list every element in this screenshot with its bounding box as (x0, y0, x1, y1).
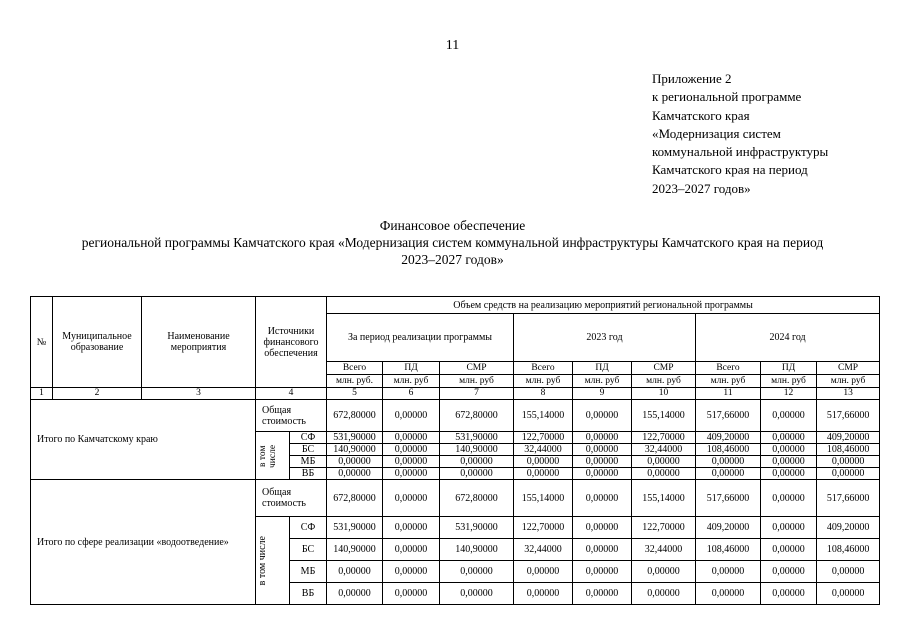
source-code: СФ (290, 517, 327, 539)
value-cell: 0,00000 (761, 400, 817, 432)
value-cell: 140,90000 (440, 539, 514, 561)
col-number: 3 (142, 388, 256, 400)
value-cell: 0,00000 (440, 468, 514, 480)
appendix-line: Камчатского края (652, 107, 750, 123)
value-cell: 531,90000 (327, 517, 383, 539)
col-unit: млн. руб (761, 375, 817, 388)
value-cell: 0,00000 (440, 583, 514, 605)
value-cell: 0,00000 (383, 468, 440, 480)
col-number: 4 (256, 388, 327, 400)
col-number: 13 (817, 388, 880, 400)
value-cell: 0,00000 (383, 432, 440, 444)
source-code: ВБ (290, 583, 327, 605)
value-cell: 0,00000 (383, 456, 440, 468)
value-cell: 0,00000 (573, 561, 632, 583)
value-cell: 0,00000 (761, 468, 817, 480)
col-title: Всего (696, 362, 761, 375)
total-cost-label: Общая стоимость (256, 480, 327, 517)
value-cell: 672,80000 (327, 480, 383, 517)
value-cell: 0,00000 (573, 456, 632, 468)
source-code: СФ (290, 432, 327, 444)
value-cell: 0,00000 (383, 517, 440, 539)
value-cell: 0,00000 (761, 480, 817, 517)
col-title: СМР (632, 362, 696, 375)
value-cell: 0,00000 (514, 468, 573, 480)
value-cell: 0,00000 (817, 583, 880, 605)
value-cell: 0,00000 (573, 517, 632, 539)
value-cell: 0,00000 (514, 456, 573, 468)
value-cell: 0,00000 (573, 480, 632, 517)
value-cell: 0,00000 (761, 456, 817, 468)
value-cell: 0,00000 (632, 561, 696, 583)
value-cell: 0,00000 (817, 561, 880, 583)
value-cell: 0,00000 (383, 583, 440, 605)
col-title: ПД (573, 362, 632, 375)
document-title (0, 217, 905, 268)
header-municipality: Муниципальное образование (53, 297, 142, 388)
col-unit: млн. руб (573, 375, 632, 388)
col-title: Всего (514, 362, 573, 375)
value-cell: 108,46000 (696, 539, 761, 561)
value-cell: 517,66000 (817, 480, 880, 517)
value-cell: 0,00000 (632, 468, 696, 480)
value-cell: 32,44000 (514, 539, 573, 561)
appendix-line: коммунальной инфраструктуры (652, 144, 829, 160)
value-cell: 0,00000 (761, 444, 817, 456)
source-code: МБ (290, 561, 327, 583)
value-cell: 155,14000 (514, 400, 573, 432)
value-cell: 0,00000 (514, 561, 573, 583)
value-cell: 0,00000 (817, 456, 880, 468)
value-cell: 155,14000 (632, 400, 696, 432)
title-line: Финансовое обеспечение (379, 218, 526, 233)
value-cell: 672,80000 (440, 400, 514, 432)
col-title: СМР (817, 362, 880, 375)
section-total-row (31, 480, 880, 517)
value-cell: 531,90000 (440, 517, 514, 539)
value-cell: 0,00000 (696, 468, 761, 480)
value-cell: 0,00000 (327, 456, 383, 468)
value-cell: 409,20000 (696, 517, 761, 539)
value-cell: 32,44000 (514, 444, 573, 456)
value-cell: 122,70000 (514, 432, 573, 444)
appendix-line: к региональной программе (652, 89, 802, 105)
including-label (256, 517, 290, 605)
col-number: 6 (383, 388, 440, 400)
value-cell: 0,00000 (573, 432, 632, 444)
col-unit: млн. руб. (327, 375, 383, 388)
value-cell: 0,00000 (696, 561, 761, 583)
value-cell: 140,90000 (327, 444, 383, 456)
col-title: ПД (761, 362, 817, 375)
value-cell: 0,00000 (383, 480, 440, 517)
value-cell: 0,00000 (573, 468, 632, 480)
value-cell: 0,00000 (761, 583, 817, 605)
value-cell: 517,66000 (696, 400, 761, 432)
col-number: 12 (761, 388, 817, 400)
including-text: в том числе (258, 443, 278, 468)
value-cell: 122,70000 (632, 517, 696, 539)
value-cell: 672,80000 (327, 400, 383, 432)
value-cell: 155,14000 (632, 480, 696, 517)
col-unit: млн. руб (383, 375, 440, 388)
appendix-note (652, 70, 828, 198)
value-cell: 32,44000 (632, 444, 696, 456)
value-cell: 0,00000 (696, 583, 761, 605)
header-no: № (31, 297, 53, 388)
source-code: БС (290, 539, 327, 561)
value-cell: 0,00000 (761, 517, 817, 539)
including-label (256, 432, 290, 480)
value-cell: 0,00000 (761, 432, 817, 444)
col-number: 7 (440, 388, 514, 400)
source-code: ВБ (290, 468, 327, 480)
value-cell: 108,46000 (817, 539, 880, 561)
value-cell: 32,44000 (632, 539, 696, 561)
col-number: 9 (573, 388, 632, 400)
header-period-total: За период реализации программы (327, 314, 514, 362)
value-cell: 0,00000 (383, 539, 440, 561)
col-number: 10 (632, 388, 696, 400)
appendix-line: Приложение 2 (652, 71, 732, 86)
col-number: 11 (696, 388, 761, 400)
value-cell: 0,00000 (327, 583, 383, 605)
value-cell: 672,80000 (440, 480, 514, 517)
value-cell: 0,00000 (632, 583, 696, 605)
value-cell: 122,70000 (514, 517, 573, 539)
appendix-line: 2023–2027 годов» (652, 180, 751, 196)
appendix-line: «Модернизация систем (652, 125, 781, 141)
including-text: в том числе (257, 535, 268, 586)
value-cell: 0,00000 (632, 456, 696, 468)
value-cell: 0,00000 (440, 561, 514, 583)
value-cell: 531,90000 (440, 432, 514, 444)
financing-table (30, 296, 880, 605)
value-cell: 108,46000 (817, 444, 880, 456)
col-title: СМР (440, 362, 514, 375)
total-cost-label: Общая стоимость (256, 400, 327, 432)
section-label: Итого по Камчатскому краю (31, 400, 256, 480)
header-period-2024: 2024 год (696, 314, 880, 362)
col-number: 5 (327, 388, 383, 400)
source-code: МБ (290, 456, 327, 468)
col-title: ПД (383, 362, 440, 375)
value-cell: 517,66000 (696, 480, 761, 517)
source-code: БС (290, 444, 327, 456)
col-unit: млн. руб (440, 375, 514, 388)
col-number: 1 (31, 388, 53, 400)
value-cell: 0,00000 (327, 561, 383, 583)
section-total-row (31, 400, 880, 432)
col-unit: млн. руб (696, 375, 761, 388)
col-title: Всего (327, 362, 383, 375)
value-cell: 409,20000 (817, 432, 880, 444)
value-cell: 0,00000 (573, 583, 632, 605)
header-sources: Источники финансового обеспечения (256, 297, 327, 388)
col-unit: млн. руб (514, 375, 573, 388)
value-cell: 409,20000 (817, 517, 880, 539)
header-volume: Объем средств на реализацию мероприятий региональной программы (327, 297, 880, 314)
col-unit: млн. руб (632, 375, 696, 388)
page-number: 11 (445, 38, 460, 53)
col-unit: млн. руб (817, 375, 880, 388)
col-number: 8 (514, 388, 573, 400)
value-cell: 0,00000 (573, 444, 632, 456)
appendix-line: Камчатского края на период (652, 162, 808, 178)
value-cell: 140,90000 (327, 539, 383, 561)
header-period-2023: 2023 год (514, 314, 696, 362)
section-label: Итого по сфере реализации «водоотведение» (31, 480, 256, 605)
value-cell: 0,00000 (514, 583, 573, 605)
value-cell: 140,90000 (440, 444, 514, 456)
value-cell: 0,00000 (383, 561, 440, 583)
value-cell: 108,46000 (696, 444, 761, 456)
title-line: 2023–2027 годов» (401, 252, 504, 267)
title-line: региональной программы Камчатского края «Модернизация систем коммунальной инфраструктуры Камчатского края на период (81, 235, 824, 250)
value-cell: 409,20000 (696, 432, 761, 444)
value-cell: 0,00000 (761, 561, 817, 583)
value-cell: 0,00000 (383, 400, 440, 432)
col-number: 2 (53, 388, 142, 400)
value-cell: 0,00000 (327, 468, 383, 480)
value-cell: 531,90000 (327, 432, 383, 444)
value-cell: 0,00000 (573, 539, 632, 561)
value-cell: 0,00000 (573, 400, 632, 432)
value-cell: 155,14000 (514, 480, 573, 517)
value-cell: 0,00000 (440, 456, 514, 468)
value-cell: 517,66000 (817, 400, 880, 432)
value-cell: 122,70000 (632, 432, 696, 444)
value-cell: 0,00000 (817, 468, 880, 480)
header-event-name: Наименование мероприятия (142, 297, 256, 388)
value-cell: 0,00000 (761, 539, 817, 561)
value-cell: 0,00000 (383, 444, 440, 456)
value-cell: 0,00000 (696, 456, 761, 468)
